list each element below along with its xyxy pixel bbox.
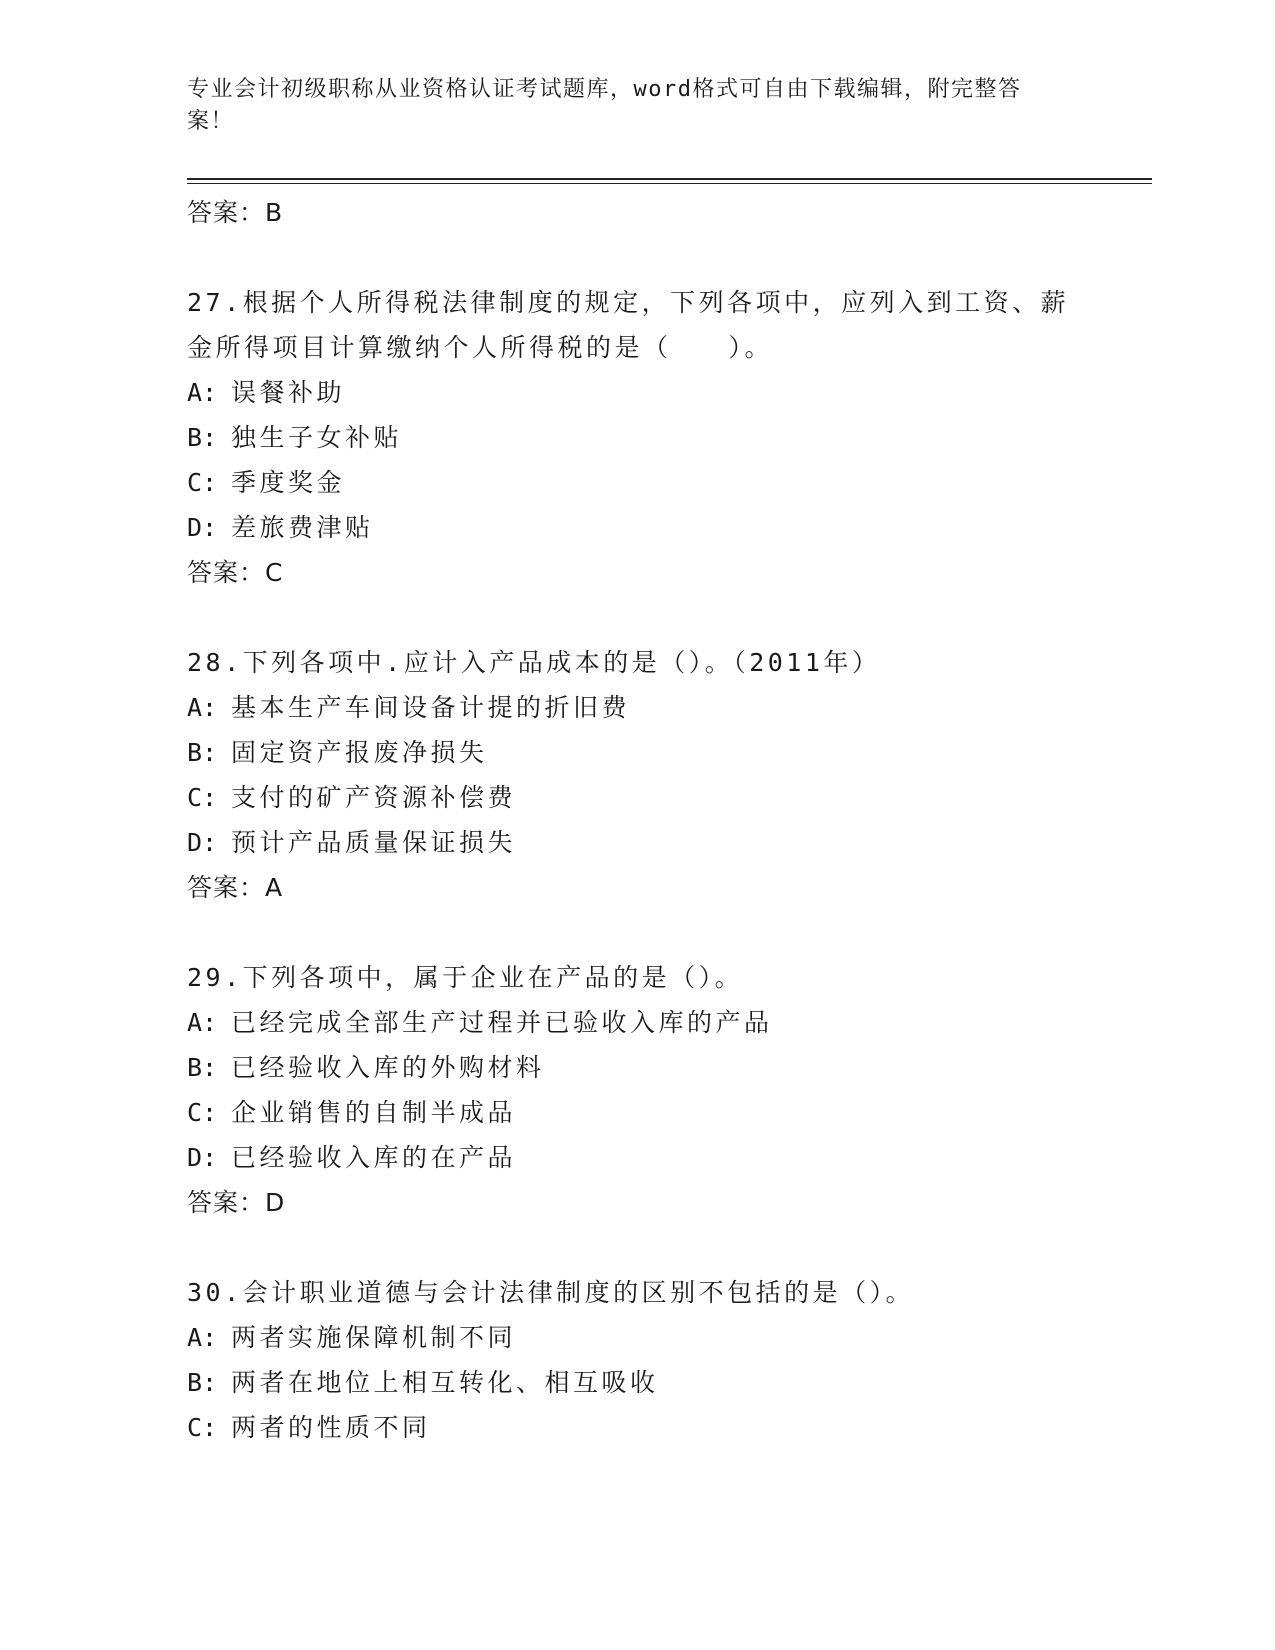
question-stem: 30.会计职业道德与会计法律制度的区别不包括的是（）。 [187,1278,915,1307]
option-c [187,1090,1087,1135]
question-block [187,280,1087,596]
option-letter: A: [187,693,218,722]
option-text: 误餐补助 [231,378,346,407]
option-a [187,370,1087,415]
question-list [187,190,1087,1450]
option-letter: A: [187,378,218,407]
option-text: 已经验收入库的外购材料 [231,1053,545,1082]
option-letter: C: [187,1098,218,1127]
question-stem: 29.下列各项中，属于企业在产品的是（）。 [187,963,744,992]
option-b [187,1360,1087,1405]
option-text: 独生子女补贴 [231,423,403,452]
option-b [187,415,1087,460]
option-letter: B: [187,1053,218,1082]
option-letter: B: [187,1368,218,1397]
option-letter: A: [187,1008,218,1037]
page-header-text: 专业会计初级职称从业资格认证考试题库，word格式可自由下载编辑，附完整答案！ [187,77,1022,134]
option-c [187,1405,1087,1450]
option-text: 已经验收入库的在产品 [231,1143,517,1172]
option-text: 已经完成全部生产过程并已验收入库的产品 [231,1008,773,1037]
option-text: 差旅费津贴 [231,513,374,542]
option-text: 支付的矿产资源补偿费 [231,783,517,812]
header-rule-thin [187,183,1152,184]
answer-line: 答案：D [187,1188,286,1217]
option-letter: C: [187,468,218,497]
question-block [187,1270,1087,1450]
option-text: 季度奖金 [231,468,346,497]
option-c [187,460,1087,505]
option-letter: D: [187,828,218,857]
answer-line: 答案：B [187,198,284,227]
option-text: 预计产品质量保证损失 [231,828,517,857]
answer-line: 答案：A [187,873,284,902]
option-a [187,685,1087,730]
option-letter: D: [187,1143,218,1172]
option-c [187,775,1087,820]
option-text: 固定资产报废净损失 [231,738,488,767]
option-letter: B: [187,738,218,767]
option-text: 基本生产车间设备计提的折旧费 [231,693,631,722]
option-letter: A: [187,1323,218,1352]
option-d [187,820,1087,865]
question-block [187,640,1087,911]
option-d [187,1135,1087,1180]
question-stem: 27.根据个人所得税法律制度的规定，下列各项中，应列入到工资、薪金所得项目计算缴纳个人所得税的是（ ）。 [187,288,1070,362]
option-text: 企业销售的自制半成品 [231,1098,517,1127]
option-text: 两者的性质不同 [231,1413,431,1442]
header-rule-thick [187,178,1152,180]
option-b [187,1045,1087,1090]
option-b [187,730,1087,775]
option-a [187,1000,1087,1045]
question-block [187,955,1087,1226]
option-letter: D: [187,513,218,542]
option-letter: C: [187,783,218,812]
option-letter: B: [187,423,218,452]
answer-line: 答案：C [187,558,284,587]
option-a [187,1315,1087,1360]
question-stem: 28.下列各项中.应计入产品成本的是（）。（2011年） [187,648,881,677]
option-text: 两者实施保障机制不同 [231,1323,517,1352]
option-d [187,505,1087,550]
option-letter: C: [187,1413,218,1442]
option-text: 两者在地位上相互转化、相互吸收 [231,1368,659,1397]
